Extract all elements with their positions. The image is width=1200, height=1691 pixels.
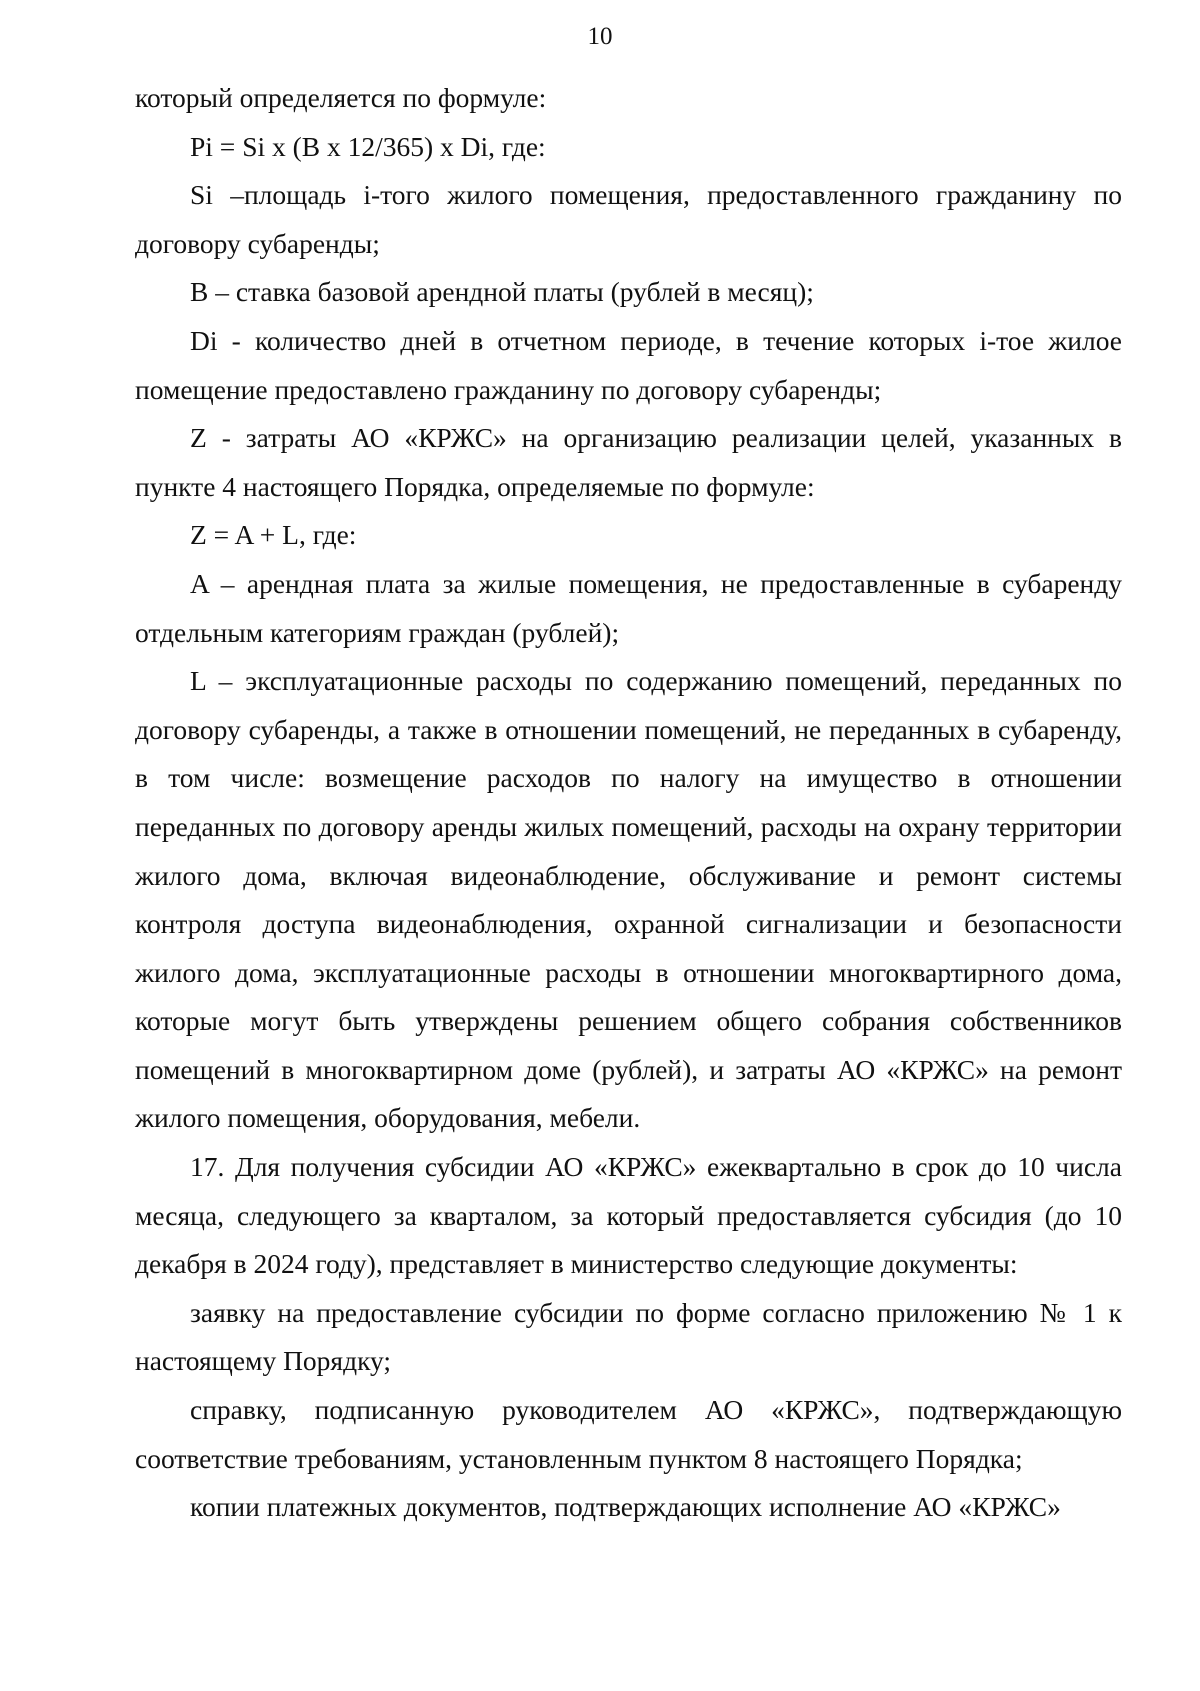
list-item-payment-copies: копии платежных документов, подтверждающих исполнение АО «КРЖС»: [190, 1491, 1061, 1523]
page-number: 10: [587, 23, 613, 50]
definition-b: B – ставка базовой арендной платы (рублей в месяц);: [190, 276, 814, 308]
list-item-application: заявку на предоставление субсидии по форме согласно приложению № 1 к настоящему Порядку;: [135, 1296, 1122, 1377]
document-body: [135, 74, 1122, 1532]
formula-pi: Pi = Si x (B x 12/365) x Di, где:: [190, 130, 546, 162]
paragraph-17: 17. Для получения субсидии АО «КРЖС» ежеквартально в срок до 10 числа месяца, следующего за кварталом, за который предоставляется субсидия (до 10 декабря в 2024 году), представляет в министерство следующие документы:: [135, 1151, 1122, 1280]
definition-di: Di - количество дней в отчетном периоде, в течение которых i-тое жилое помещение предоставлено гражданину по договору субаренды;: [135, 324, 1122, 405]
definition-l: L – эксплуатационные расходы по содержанию помещений, переданных по договору субаренды, а также в отношении помещений, не переданных в субаренду, в том числе: возмещение расходов по налогу на имущество в отношении переданных по договору аренды жилых помещений, расходы на охрану территории жилого дома, включая видеонаблюдение, обслуживание и ремонт системы контроля доступа видеонаблюдения, охранной сигнализации и безопасности жилого дома, эксплуатационные расходы в отношении многоквартирного дома, которые могут быть утверждены решением общего собрания собственников помещений в многоквартирном доме (рублей), и затраты АО «КРЖС» на ремонт жилого помещения, оборудования, мебели.: [135, 665, 1122, 1134]
formula-z: Z = A + L, где:: [190, 519, 357, 551]
definition-a: A – арендная плата за жилые помещения, не предоставленные в субаренду отдельным категориям граждан (рублей);: [135, 567, 1122, 648]
definition-z: Z - затраты АО «КРЖС» на организацию реализации целей, указанных в пункте 4 настоящего Порядка, определяемые по формуле:: [135, 422, 1122, 502]
definition-si: Si –площадь i-того жилого помещения, предоставленного гражданину по договору субаренды;: [135, 179, 1122, 259]
paragraph-formula-intro: который определяется по формуле:: [135, 82, 547, 113]
list-item-certificate: справку, подписанную руководителем АО «КРЖС», подтверждающую соответствие требованиям, установленным пунктом 8 настоящего Порядка;: [135, 1394, 1122, 1474]
